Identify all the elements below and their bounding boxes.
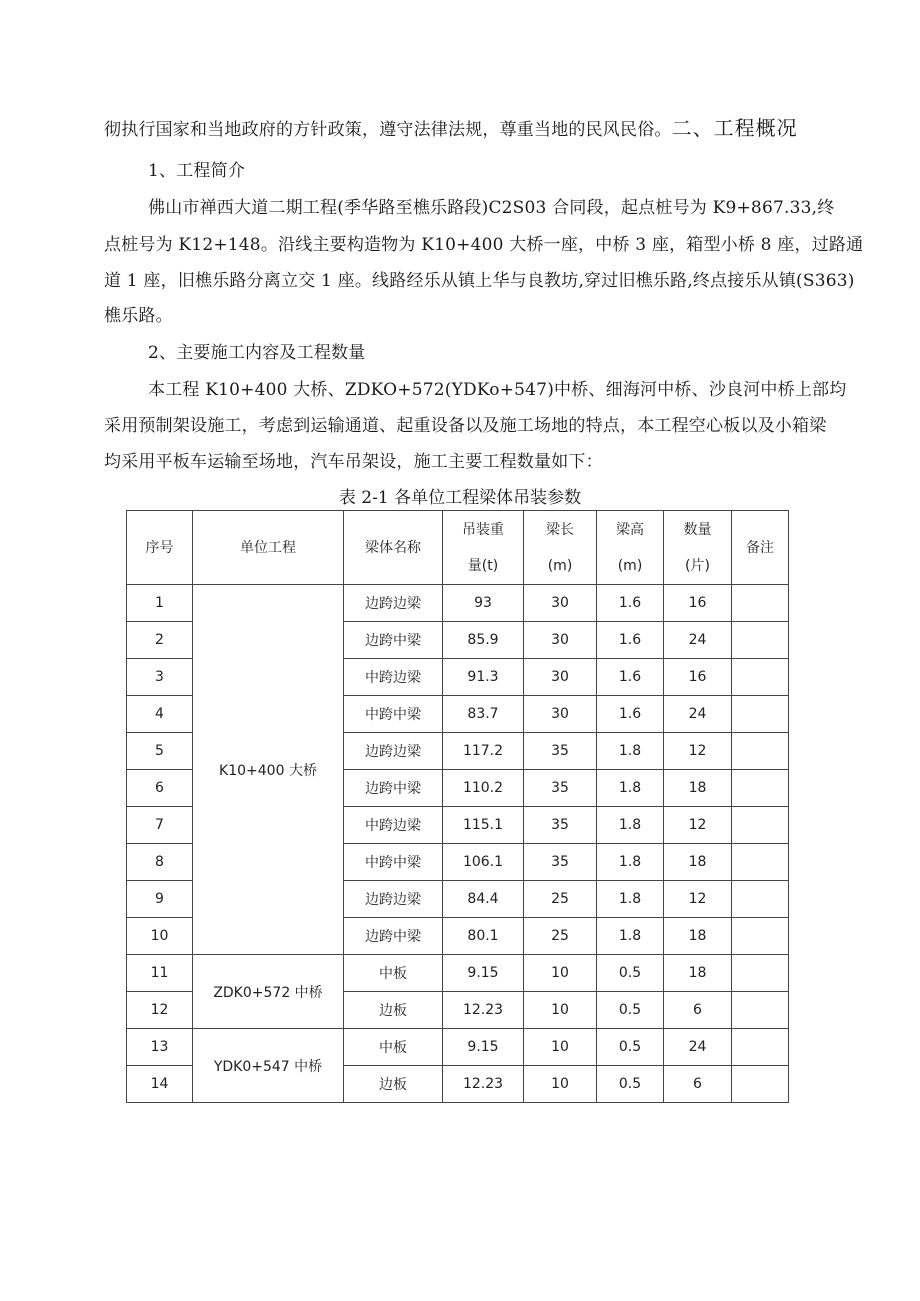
- cell-length: 10: [524, 1066, 597, 1103]
- cell-no: 11: [127, 955, 193, 992]
- cell-beam: 边跨边梁: [344, 585, 443, 622]
- cell-no: 9: [127, 881, 193, 918]
- cell-weight: 117.2: [443, 733, 524, 770]
- cell-height: 1.8: [597, 807, 664, 844]
- cell-height: 1.6: [597, 585, 664, 622]
- cell-remark: [732, 807, 789, 844]
- cell-beam: 中板: [344, 1029, 443, 1066]
- cell-remark: [732, 955, 789, 992]
- cell-weight: 93: [443, 585, 524, 622]
- cell-length: 30: [524, 622, 597, 659]
- cell-length: 30: [524, 696, 597, 733]
- cell-weight: 12.23: [443, 1066, 524, 1103]
- cell-qty: 24: [664, 1029, 732, 1066]
- cell-length: 35: [524, 807, 597, 844]
- header-weight-top: 吊装重: [462, 521, 504, 538]
- cell-remark: [732, 918, 789, 955]
- paragraph-line: 本工程 K10+400 大桥、ZDKO+572(YDKo+547)中桥、细海河中桥、沙良河中桥上部均: [148, 380, 847, 400]
- cell-beam: 中跨中梁: [344, 844, 443, 881]
- cell-remark: [732, 585, 789, 622]
- header-qty: [664, 511, 732, 585]
- cell-remark: [732, 659, 789, 696]
- intro-text: 彻执行国家和当地政府的方针政策，遵守法律法规，尊重当地的民风民俗。: [104, 120, 672, 140]
- cell-qty: 6: [664, 992, 732, 1029]
- table-row: [127, 585, 789, 622]
- cell-weight: 80.1: [443, 918, 524, 955]
- cell-length: 35: [524, 733, 597, 770]
- cell-qty: 12: [664, 733, 732, 770]
- cell-weight: 115.1: [443, 807, 524, 844]
- paragraph-line: 点桩号为 K12+148。沿线主要构造物为 K10+400 大桥一座，中桥 3 座，箱型小桥 8 座，过路通: [104, 235, 864, 255]
- cell-weight: 9.15: [443, 955, 524, 992]
- cell-qty: 12: [664, 807, 732, 844]
- cell-beam: 边板: [344, 1066, 443, 1103]
- cell-height: 0.5: [597, 992, 664, 1029]
- cell-height: 1.8: [597, 733, 664, 770]
- cell-weight: 106.1: [443, 844, 524, 881]
- cell-length: 30: [524, 659, 597, 696]
- cell-no: 2: [127, 622, 193, 659]
- paragraph-line: 樵乐路。: [104, 306, 173, 326]
- cell-no: 8: [127, 844, 193, 881]
- cell-beam: 边跨中梁: [344, 622, 443, 659]
- cell-weight: 83.7: [443, 696, 524, 733]
- cell-height: 1.8: [597, 881, 664, 918]
- header-qty-bottom: (片): [685, 557, 710, 574]
- beam-parameters-table: [126, 510, 789, 1103]
- cell-qty: 18: [664, 844, 732, 881]
- cell-remark: [732, 1066, 789, 1103]
- cell-weight: 12.23: [443, 992, 524, 1029]
- cell-beam: 中跨边梁: [344, 659, 443, 696]
- section-heading: 二、工程概况: [671, 116, 798, 140]
- cell-height: 1.8: [597, 918, 664, 955]
- cell-qty: 18: [664, 770, 732, 807]
- subsection-heading-1: 1、工程简介: [148, 161, 246, 181]
- cell-length: 10: [524, 955, 597, 992]
- header-height-bottom: (m): [617, 557, 643, 574]
- cell-no: 13: [127, 1029, 193, 1066]
- cell-no: 5: [127, 733, 193, 770]
- cell-length: 30: [524, 585, 597, 622]
- cell-beam: 边跨中梁: [344, 770, 443, 807]
- cell-no: 1: [127, 585, 193, 622]
- cell-no: 6: [127, 770, 193, 807]
- header-length: [524, 511, 597, 585]
- paragraph-line: 道 1 座，旧樵乐路分离立交 1 座。线路经乐从镇上华与良教坊,穿过旧樵乐路,终点接乐从镇(S363): [104, 271, 855, 291]
- header-length-top: 梁长: [546, 521, 574, 538]
- cell-no: 10: [127, 918, 193, 955]
- cell-weight: 9.15: [443, 1029, 524, 1066]
- header-remark: 备注: [732, 511, 789, 585]
- cell-remark: [732, 1029, 789, 1066]
- cell-no: 14: [127, 1066, 193, 1103]
- cell-remark: [732, 733, 789, 770]
- cell-no: 12: [127, 992, 193, 1029]
- cell-weight: 91.3: [443, 659, 524, 696]
- cell-weight: 85.9: [443, 622, 524, 659]
- header-unit: 单位工程: [193, 511, 344, 585]
- header-height-top: 梁高: [616, 521, 644, 538]
- paragraph-line: [104, 118, 798, 140]
- cell-no: 7: [127, 807, 193, 844]
- table-row: [127, 1029, 789, 1066]
- cell-qty: 24: [664, 696, 732, 733]
- cell-beam: 中跨边梁: [344, 807, 443, 844]
- cell-remark: [732, 992, 789, 1029]
- cell-beam: 边跨边梁: [344, 881, 443, 918]
- cell-beam: 边跨边梁: [344, 733, 443, 770]
- cell-length: 35: [524, 844, 597, 881]
- cell-beam: 中跨中梁: [344, 696, 443, 733]
- cell-no: 4: [127, 696, 193, 733]
- cell-height: 1.6: [597, 659, 664, 696]
- header-beam-name: 梁体名称: [344, 511, 443, 585]
- header-qty-top: 数量: [683, 521, 712, 538]
- cell-weight: 110.2: [443, 770, 524, 807]
- cell-beam: 边板: [344, 992, 443, 1029]
- subsection-heading-2: 2、主要施工内容及工程数量: [148, 343, 366, 363]
- cell-remark: [732, 696, 789, 733]
- cell-remark: [732, 844, 789, 881]
- cell-qty: 16: [664, 585, 732, 622]
- header-weight-bottom: 量(t): [467, 557, 499, 574]
- header-weight: [443, 511, 524, 585]
- cell-length: 10: [524, 992, 597, 1029]
- cell-height: 0.5: [597, 1066, 664, 1103]
- cell-height: 1.8: [597, 844, 664, 881]
- cell-qty: 6: [664, 1066, 732, 1103]
- cell-height: 0.5: [597, 955, 664, 992]
- table-row: [127, 955, 789, 992]
- cell-height: 1.6: [597, 696, 664, 733]
- paragraph-line: 佛山市禅西大道二期工程(季华路至樵乐路段)C2S03 合同段，起点桩号为 K9+867.33,终: [148, 198, 835, 218]
- cell-qty: 24: [664, 622, 732, 659]
- cell-height: 1.6: [597, 622, 664, 659]
- cell-beam: 中板: [344, 955, 443, 992]
- cell-remark: [732, 770, 789, 807]
- table-header-row: [127, 511, 789, 585]
- cell-remark: [732, 881, 789, 918]
- cell-height: 0.5: [597, 1029, 664, 1066]
- cell-unit-project: YDK0+547 中桥: [193, 1029, 344, 1103]
- cell-weight: 84.4: [443, 881, 524, 918]
- cell-qty: 18: [664, 918, 732, 955]
- cell-length: 25: [524, 881, 597, 918]
- cell-qty: 16: [664, 659, 732, 696]
- header-length-bottom: (m): [547, 557, 573, 574]
- cell-remark: [732, 622, 789, 659]
- cell-length: 35: [524, 770, 597, 807]
- cell-height: 1.8: [597, 770, 664, 807]
- paragraph-line: 采用预制架设施工，考虑到运输通道、起重设备以及施工场地的特点，本工程空心板以及小箱梁: [104, 416, 827, 436]
- cell-length: 25: [524, 918, 597, 955]
- cell-qty: 18: [664, 955, 732, 992]
- table-caption: 表 2-1 各单位工程梁体吊装参数: [338, 488, 582, 508]
- cell-length: 10: [524, 1029, 597, 1066]
- cell-no: 3: [127, 659, 193, 696]
- header-no: 序号: [127, 511, 193, 585]
- cell-qty: 12: [664, 881, 732, 918]
- paragraph-line: 均采用平板车运输至场地，汽车吊架设，施工主要工程数量如下：: [104, 452, 603, 472]
- header-height: [597, 511, 664, 585]
- cell-unit-project: ZDK0+572 中桥: [193, 955, 344, 1029]
- cell-beam: 边跨中梁: [344, 918, 443, 955]
- cell-unit-project: K10+400 大桥: [193, 585, 344, 955]
